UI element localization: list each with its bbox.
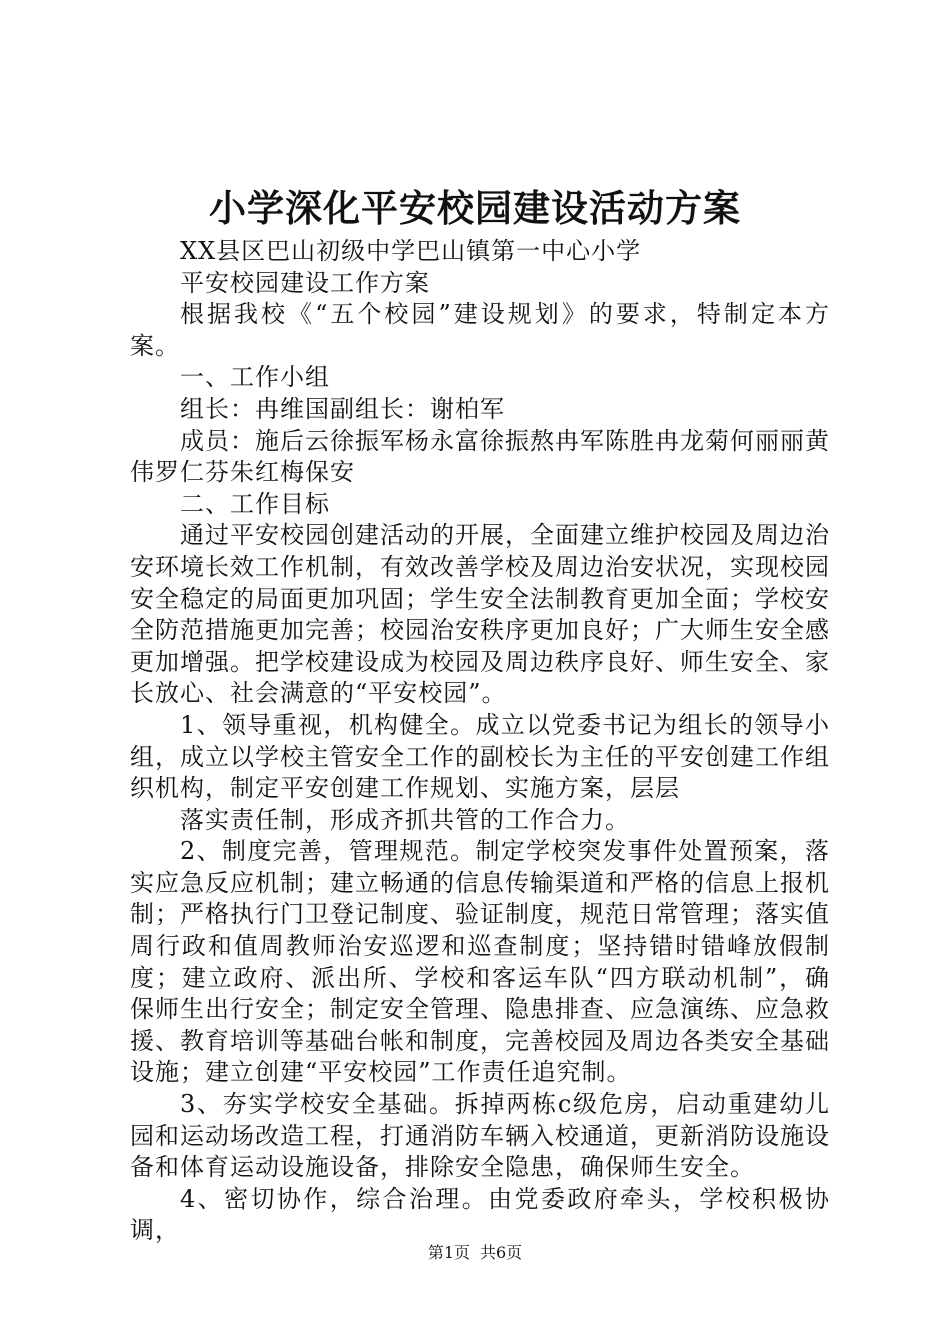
- item-1-continued-paragraph: 落实责任制，形成齐抓共管的工作合力。: [180, 805, 630, 834]
- page-total: 共6页: [480, 1243, 523, 1262]
- group-members-paragraph: 成员：施后云徐振军杨永富徐振熬冉军陈胜冉龙菊何丽丽黄伟罗仁芬朱红梅保安: [130, 426, 830, 487]
- item-3-paragraph: 3、夯实学校安全基础。拆掉两栋c级危房，启动重建幼儿园和运动场改造工程，打通消防车辆入校通道，更新消防设施设备和体育运动设施设备，排除安全隐患，确保师生安全。: [130, 1090, 830, 1182]
- page-footer: [0, 1242, 950, 1264]
- document-title: 小学深化平安校园建设活动方案: [209, 186, 741, 230]
- section-heading-work-goals: 二、工作目标: [180, 489, 330, 518]
- page-number: 第1页: [427, 1243, 470, 1262]
- document-body: [130, 236, 830, 1247]
- item-4-paragraph: 4、密切协作，综合治理。由党委政府牵头，学校积极协调，: [130, 1184, 830, 1245]
- intro-paragraph: 根据我校《“五个校园”建设规划》的要求，特制定本方案。: [130, 300, 830, 360]
- plan-subtitle: 平安校园建设工作方案: [180, 268, 430, 297]
- item-1-paragraph: 1、领导重视，机构健全。成立以党委书记为组长的领导小组，成立以学校主管安全工作的副校长为主任的平安创建工作组织机构，制定平安创建工作规划、实施方案，层层: [130, 710, 830, 803]
- school-name-line: XX县区巴山初级中学巴山镇第一中心小学: [180, 237, 642, 265]
- item-2-paragraph: 2、制度完善，管理规范。制定学校突发事件处置预案，落实应急反应机制；建立畅通的信息传输渠道和严格的信息上报机制；严格执行门卫登记制度、验证制度，规范日常管理；落实值周行政和值周教师治安巡逻和巡查制度；坚持错时错峰放假制度；建立政府、派出所、学校和客运车队“四方联动机制”，确保师生出行安全；制定安全管理、隐患排查、应急演练、应急救援、教育培训等基础台帐和制度，完善校园及周边各类安全基础设施；建立创建“平安校园”工作责任追究制。: [130, 837, 830, 1087]
- group-leaders-line: 组长：冉维国副组长：谢柏军: [180, 394, 505, 423]
- section-heading-work-group: 一、工作小组: [180, 363, 330, 392]
- goals-paragraph: 通过平安校园创建活动的开展，全面建立维护校园及周边治安环境长效工作机制，有效改善学校及周边治安状况，实现校园安全稳定的局面更加巩固；学生安全法制教育更加全面；学校安全防范措施更加完善；校园治安秩序更加良好；广大师生安全感更加增强。把学校建设成为校园及周边秩序良好、师生安全、家长放心、社会满意的“平安校园”。: [130, 521, 830, 708]
